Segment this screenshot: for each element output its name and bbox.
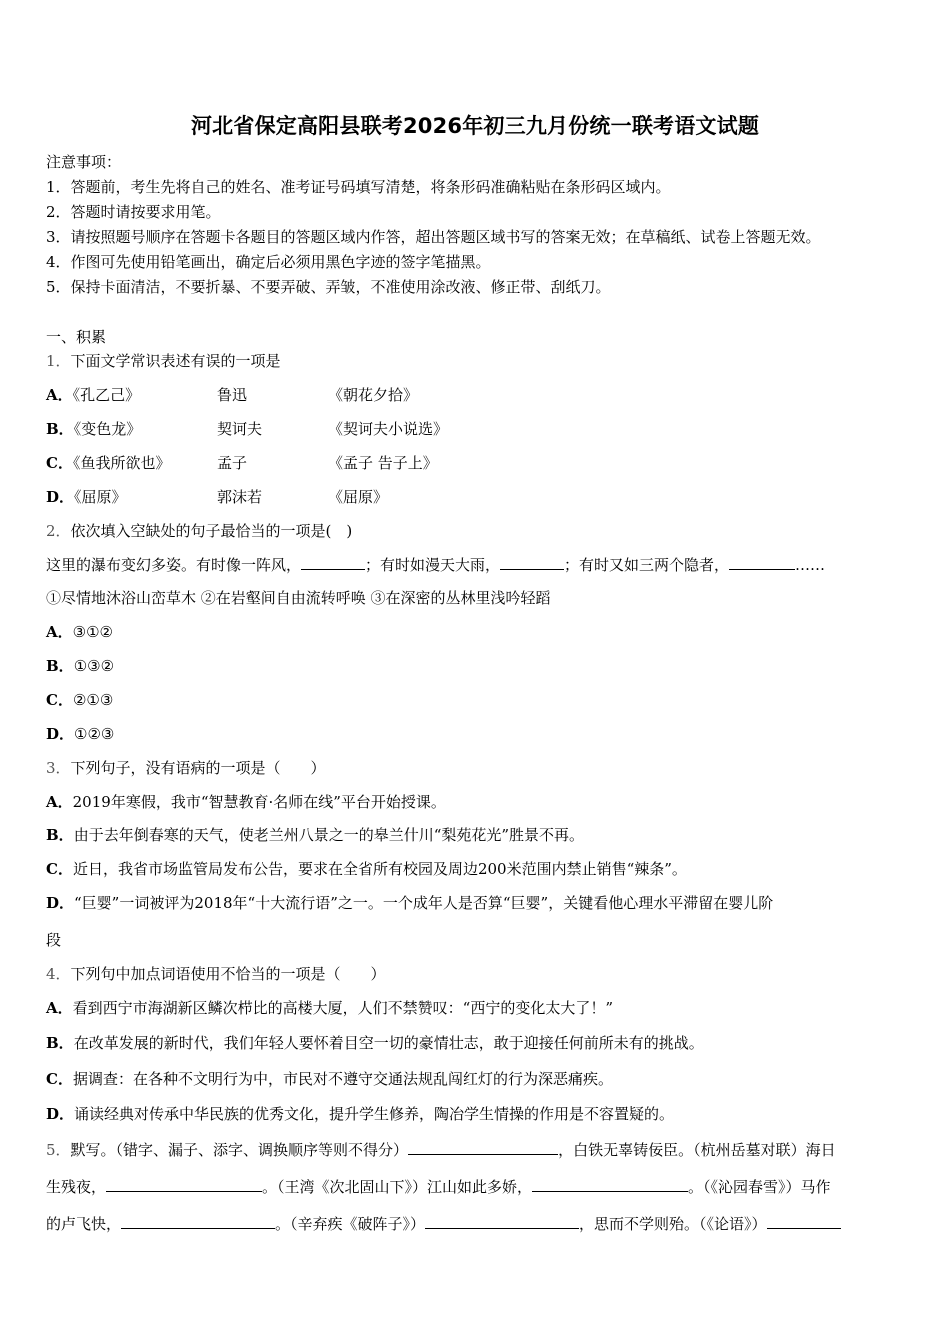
dotted-word: 鳞次栉比 bbox=[207, 999, 268, 1017]
option-work: 《变色龙》 bbox=[73, 420, 142, 438]
notice-item-3: 3．请按照题号顺序在答题卡各题目的答题区域内作答，超出答题区域书写的答案无效；在草稿纸、试卷上答题无效。 bbox=[46, 228, 821, 246]
option-label: D． bbox=[46, 894, 75, 912]
section-heading: 一、积累 bbox=[46, 328, 107, 346]
option-text: ②①③ bbox=[72, 691, 114, 709]
q1-option-c bbox=[46, 453, 646, 473]
option-text: 由于去年倒春寒的天气，使老兰州八景之一的皋兰什川“梨苑花光”胜景不再。 bbox=[73, 826, 585, 844]
option-text: 看到西宁市海湖新区 bbox=[72, 999, 208, 1017]
q5-line-3 bbox=[46, 1214, 841, 1234]
passage-text: 这里的瀑布变幻多姿。有时像一阵风， bbox=[46, 556, 302, 574]
option-text: “巨婴”一词被评为2018年“十大流行语”之一。一个成年人是否算“巨婴”，关键看他心理水平滞留在婴儿阶 bbox=[74, 894, 774, 912]
passage-text: …… bbox=[795, 556, 826, 574]
q3-option-b bbox=[46, 825, 584, 845]
option-source: 《孟子 告子上》 bbox=[328, 454, 438, 472]
option-text: 在改革发展的新时代，我们年轻人要怀着 bbox=[73, 1034, 344, 1052]
option-source: 《屈原》 bbox=[328, 488, 389, 506]
q3-option-d-continued: 段 bbox=[46, 931, 62, 949]
option-text: 的豪情壮志，敢于迎接任何前所未有的挑战。 bbox=[403, 1034, 704, 1052]
option-label: C． bbox=[46, 860, 73, 878]
option-author: 鲁迅 bbox=[217, 386, 248, 404]
question-stem: 下列句中加点词语使用不恰当的一项是（ ） bbox=[70, 965, 386, 983]
notice-item-1: 1．答题前，考生先将自己的姓名、准考证号码填写清楚，将条形码准确粘贴在条形码区域内。 bbox=[46, 178, 671, 196]
option-label: C． bbox=[46, 691, 73, 709]
option-text: ①②③ bbox=[74, 725, 115, 743]
option-text: 。 bbox=[597, 1070, 613, 1088]
option-work: 《孔乙己》 bbox=[72, 386, 141, 404]
option-label: D． bbox=[46, 1105, 75, 1123]
dotted-word: 目空一切 bbox=[343, 1034, 404, 1052]
question-3 bbox=[46, 758, 326, 778]
q2-option-c bbox=[46, 690, 113, 710]
option-text: 的高楼大厦，人们不禁赞叹：“西宁的变化太大了！” bbox=[267, 999, 614, 1017]
fill-blank[interactable] bbox=[106, 1177, 262, 1192]
q2-option-a bbox=[46, 622, 113, 642]
question-stem: 依次填入空缺处的句子最恰当的一项是( ) bbox=[70, 522, 353, 540]
q1-option-a bbox=[46, 385, 646, 405]
question-stem: 默写。（错字、漏子、添字、调换顺序等则不得分） bbox=[70, 1141, 409, 1159]
option-author: 孟子 bbox=[217, 454, 248, 472]
passage-text: ；有时又如三两个隐者， bbox=[564, 556, 730, 574]
q5-line-2 bbox=[46, 1177, 831, 1197]
option-work: 《屈原》 bbox=[74, 488, 127, 506]
q4-option-d bbox=[46, 1104, 674, 1124]
q2-passage bbox=[46, 555, 825, 575]
question-text: 的卢飞快， bbox=[46, 1215, 122, 1233]
fill-blank[interactable] bbox=[301, 555, 365, 570]
fill-blank[interactable] bbox=[729, 555, 795, 570]
fill-blank[interactable] bbox=[767, 1214, 841, 1229]
notice-item-2: 2．答题时请按要求用笔。 bbox=[46, 203, 221, 221]
question-number: 4． bbox=[46, 965, 71, 983]
question-number: 3． bbox=[46, 759, 71, 777]
q3-option-a bbox=[46, 792, 446, 812]
option-author: 郭沫若 bbox=[217, 488, 263, 506]
option-source: 《契诃夫小说选》 bbox=[328, 420, 449, 438]
option-text: 诵读经典对传承中华民族的优秀文化，提升学生修养，陶冶学生情操的作用是 bbox=[74, 1105, 585, 1123]
question-5 bbox=[46, 1140, 836, 1160]
option-label: C． bbox=[46, 454, 73, 472]
q2-option-d bbox=[46, 724, 114, 744]
fill-blank[interactable] bbox=[500, 555, 564, 570]
dotted-word: 深恶痛疾 bbox=[537, 1070, 598, 1088]
question-text: ，思而不学则殆。（《论语》） bbox=[579, 1215, 767, 1233]
option-text: 近日，我省市场监管局发布公告，要求在全省所有校园及周边200米范围内禁止销售“辣条”。 bbox=[72, 860, 687, 878]
question-number: 2． bbox=[46, 522, 71, 540]
option-text: ①③② bbox=[73, 657, 115, 675]
question-1 bbox=[46, 351, 281, 371]
fill-blank[interactable] bbox=[408, 1140, 558, 1155]
option-label: A． bbox=[46, 793, 73, 811]
question-number: 1． bbox=[46, 352, 71, 370]
option-label: C． bbox=[46, 1070, 73, 1088]
q4-option-a bbox=[46, 998, 613, 1018]
q3-option-c bbox=[46, 859, 687, 879]
option-label: A． bbox=[46, 386, 73, 404]
option-label: D． bbox=[46, 488, 75, 506]
fill-blank[interactable] bbox=[121, 1214, 275, 1229]
notice-item-5: 5．保持卡面清洁，不要折暴、不要弄破、弄皱，不准使用涂改液、修正带、刮纸刀。 bbox=[46, 278, 611, 296]
q2-option-b bbox=[46, 656, 114, 676]
question-text: 生残夜， bbox=[46, 1178, 107, 1196]
q4-option-b bbox=[46, 1033, 704, 1053]
option-label: B． bbox=[46, 657, 74, 675]
option-text: ③①② bbox=[72, 623, 113, 641]
q1-option-b bbox=[46, 419, 646, 439]
option-label: B． bbox=[46, 1034, 74, 1052]
question-text: ，白铁无辜铸佞臣。（杭州岳墓对联）海日 bbox=[558, 1141, 836, 1159]
notice-heading: 注意事项： bbox=[46, 153, 122, 171]
option-label: A． bbox=[46, 999, 73, 1017]
fill-blank[interactable] bbox=[425, 1214, 579, 1229]
option-text: 2019年寒假，我市“智慧教育·名师在线”平台开始授课。 bbox=[72, 793, 446, 811]
q3-option-d bbox=[46, 893, 773, 913]
page-title: 河北省保定高阳县联考2026年初三九月份统一联考语文试题 bbox=[190, 114, 760, 138]
question-4 bbox=[46, 964, 386, 984]
question-text: 。（《沁园春雪》）马作 bbox=[688, 1178, 831, 1196]
notice-item-4: 4．作图可先使用铅笔画出，确定后必须用黑色字迹的签字笔描黑。 bbox=[46, 253, 491, 271]
option-label: B． bbox=[46, 420, 74, 438]
option-label: B． bbox=[46, 826, 74, 844]
option-text: 据调查：在各种不文明行为中，市民对不遵守交通法规乱闯红灯的行为 bbox=[72, 1070, 538, 1088]
question-text: 。（辛弃疾《破阵子》） bbox=[275, 1215, 426, 1233]
question-stem: 下面文学常识表述有误的一项是 bbox=[70, 352, 281, 370]
option-label: A． bbox=[46, 623, 73, 641]
fill-blank[interactable] bbox=[532, 1177, 688, 1192]
option-work: 《鱼我所欲也》 bbox=[72, 454, 171, 472]
question-text: 。（王湾《次北固山下》）江山如此多娇， bbox=[262, 1178, 533, 1196]
question-2 bbox=[46, 521, 352, 541]
passage-text: ；有时如漫天大雨， bbox=[365, 556, 501, 574]
question-number: 5． bbox=[46, 1141, 71, 1159]
q2-choices: ①尽情地沐浴山峦草木 ②在岩壑间自由流转呼唤 ③在深密的丛林里浅吟轻蹈 bbox=[46, 589, 551, 607]
dotted-word: 不容置疑 bbox=[584, 1105, 645, 1123]
q1-option-d bbox=[46, 487, 646, 507]
option-source: 《朝花夕拾》 bbox=[328, 386, 419, 404]
option-label: D． bbox=[46, 725, 75, 743]
q4-option-c bbox=[46, 1069, 613, 1089]
option-author: 契诃夫 bbox=[217, 420, 263, 438]
question-stem: 下列句子，没有语病的一项是（ ） bbox=[70, 759, 326, 777]
option-text: 的。 bbox=[644, 1105, 675, 1123]
